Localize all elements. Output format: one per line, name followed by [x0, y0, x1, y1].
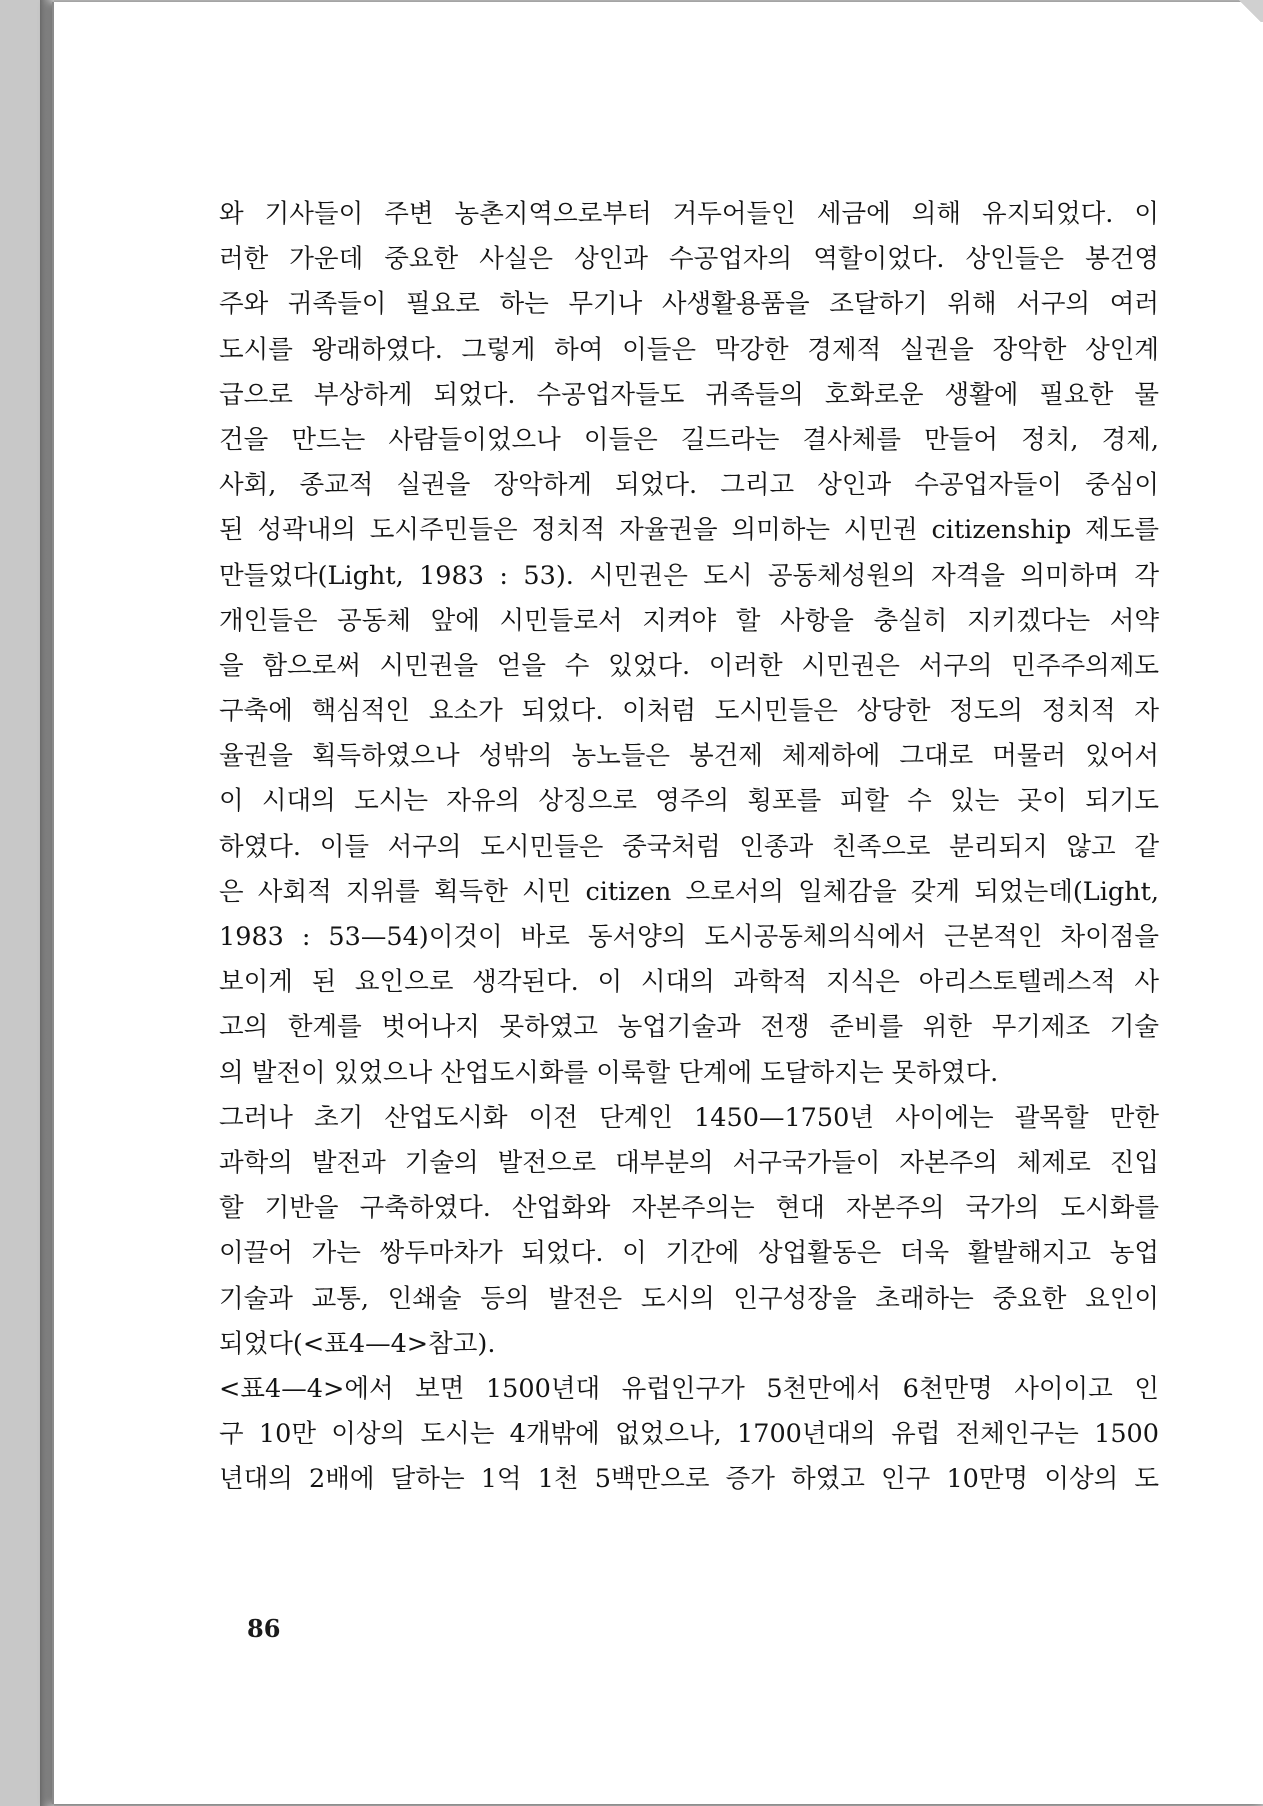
text-line: <표4—4>에서 보면 1500년대 유럽인구가 5천만에서 6천만명 사이이고 인 [219, 1373, 1159, 1404]
page-number: 86 [247, 1614, 281, 1643]
text-line: 개인들은 공동체 앞에 시민들로서 지켜야 할 사항을 충실히 지키겠다는 서약 [219, 605, 1159, 636]
text-line: 년대의 2배에 달하는 1억 1천 5백만으로 증가 하였고 인구 10만명 이상의 도 [219, 1464, 1159, 1495]
text-line: 할 기반을 구축하였다. 산업화와 자본주의는 현대 자본주의 국가의 도시화를 [219, 1193, 1159, 1224]
text-line: 되었다(<표4—4>참고). [219, 1328, 496, 1359]
text-line: 은 사회적 지위를 획득한 시민 citizen 으로서의 일체감을 갖게 되었는데(Light, [219, 876, 1159, 907]
text-line: 율권을 획득하였으나 성밖의 농노들은 봉건제 체제하에 그대로 머물러 있어서 [219, 741, 1159, 772]
text-line: 을 함으로써 시민권을 얻을 수 있었다. 이러한 시민권은 서구의 민주주의제도 [219, 650, 1159, 681]
text-line: 급으로 부상하게 되었다. 수공업자들도 귀족들의 호화로운 생활에 필요한 물 [219, 379, 1159, 410]
text-line: 과학의 발전과 기술의 발전으로 대부분의 서구국가들이 자본주의 체제로 진입 [219, 1147, 1159, 1178]
text-line: 그러나 초기 산업도시화 이전 단계인 1450—1750년 사이에는 괄목할 만한 [219, 1102, 1159, 1133]
text-line: 의 발전이 있었으나 산업도시화를 이룩할 단계에 도달하지는 못하였다. [219, 1057, 999, 1088]
book-page [52, 2, 1263, 1804]
text-line: 사회, 종교적 실권을 장악하게 되었다. 그리고 상인과 수공업자들이 중심이 [219, 470, 1159, 501]
text-line: 구축에 핵심적인 요소가 되었다. 이처럼 도시민들은 상당한 정도의 정치적 자 [219, 696, 1159, 727]
text-line: 와 기사들이 주변 농촌지역으로부터 거두어들인 세금에 의해 유지되었다. 이 [219, 199, 1159, 229]
text-line: 보이게 된 요인으로 생각된다. 이 시대의 과학적 지식은 아리스토텔레스적 사 [219, 967, 1159, 998]
text-line: 주와 귀족들이 필요로 하는 무기나 사생활용품을 조달하기 위해 서구의 여러 [219, 289, 1159, 320]
text-line: 만들었다(Light, 1983 : 53). 시민권은 도시 공동체성원의 자격을 의미하며 각 [219, 560, 1159, 591]
text-line: 이끌어 가는 쌍두마차가 되었다. 이 기간에 상업활동은 더욱 활발해지고 농업 [219, 1238, 1159, 1269]
text-line: 러한 가운데 중요한 사실은 상인과 수공업자의 역할이었다. 상인들은 봉건영 [219, 244, 1159, 275]
page-corner [1236, 0, 1263, 22]
body-text [219, 192, 1159, 1502]
text-line: 구 10만 이상의 도시는 4개밖에 없었으나, 1700년대의 유럽 전체인구는 1500 [219, 1419, 1159, 1450]
text-line: 이 시대의 도시는 자유의 상징으로 영주의 횡포를 피할 수 있는 곳이 되기도 [219, 786, 1159, 817]
text-line: 된 성곽내의 도시주민들은 정치적 자율권을 의미하는 시민권 citizenship 제도를 [219, 515, 1159, 546]
text-line: 건을 만드는 사람들이었으나 이들은 길드라는 결사체를 만들어 정치, 경제, [219, 424, 1159, 455]
text-line: 기술과 교통, 인쇄술 등의 발전은 도시의 인구성장을 초래하는 중요한 요인이 [219, 1283, 1159, 1314]
text-line: 고의 한계를 벗어나지 못하였고 농업기술과 전쟁 준비를 위한 무기제조 기술 [219, 1012, 1159, 1043]
text-line: 하였다. 이들 서구의 도시민들은 중국처럼 인종과 친족으로 분리되지 않고 같 [219, 831, 1159, 862]
text-line: 도시를 왕래하였다. 그렇게 하여 이들은 막강한 경제적 실권을 장악한 상인계 [219, 334, 1159, 365]
text-line: 1983 : 53—54)이것이 바로 동서양의 도시공동체의식에서 근본적인 차이점을 [219, 922, 1159, 952]
